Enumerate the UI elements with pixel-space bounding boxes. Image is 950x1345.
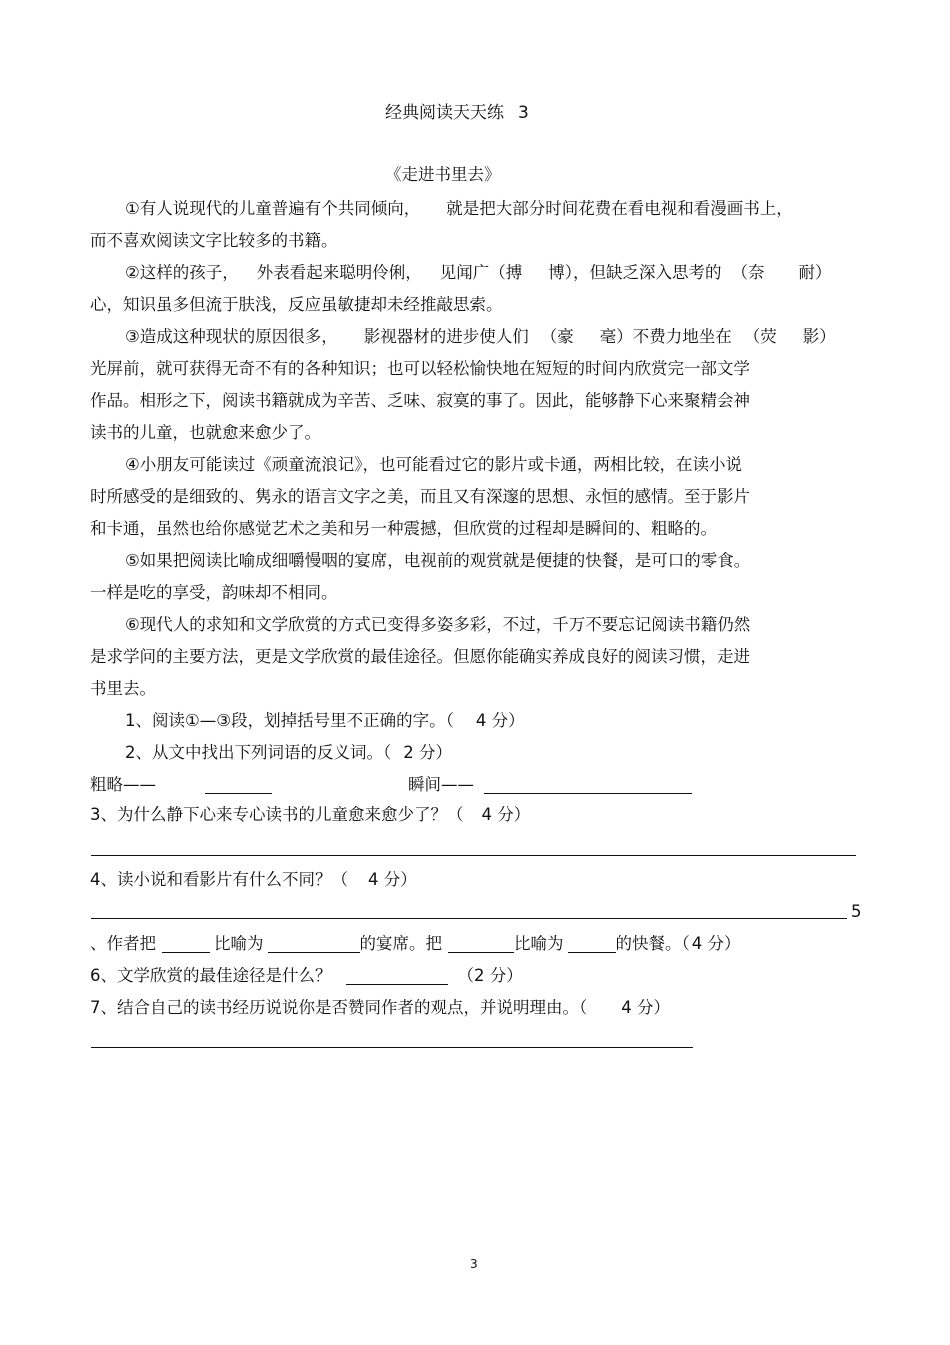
paragraph-6-line-3: 书里去。 [90, 679, 156, 698]
paragraph-3-line-3: 作品。相形之下，阅读书籍就成为辛苦、乏味、寂寞的事了。因此，能够静下心来聚精会神 [90, 391, 750, 410]
question-score: 4 分） [691, 934, 741, 953]
text-span: 耐） [798, 263, 832, 282]
text-span: （奈 [731, 263, 765, 282]
page-title [385, 101, 529, 125]
paragraph-5-line-1: ⑤如果把阅读比喻成细嚼慢咽的宴席，电视前的观赏就是便捷的快餐，是可口的零食。 [125, 551, 751, 570]
text-span: ②这样的孩子， [125, 263, 239, 282]
question-score: 4 分） [368, 870, 417, 889]
text-span: ③造成这种现状的原因很多， [125, 327, 338, 346]
paragraph-6-line-1: ⑥现代人的求知和文学欣赏的方式已变得多姿多彩，不过，千万不要忘记阅读书籍仍然 [125, 615, 751, 634]
text-span: 影视器材的进步使人们 [363, 327, 529, 346]
question-score: 4 分） [481, 805, 531, 824]
text-span: ①有人说现代的儿童普遍有个共同倾向， [125, 199, 421, 218]
question-text: 比喻为 [214, 934, 264, 953]
paragraph-5-line-2: 一样是吃的享受，韵味却不相同。 [90, 583, 338, 602]
question-6 [90, 964, 523, 988]
question-text: 2、从文中找出下列词语的反义词。（ [125, 743, 392, 762]
text-span: 外表看起来聪明伶俐， [256, 263, 422, 282]
paragraph-4-line-3: 和卡通，虽然也给你感觉艺术之美和另一种震撼，但欣赏的过程却是瞬间的、粗略的。 [90, 519, 717, 538]
question-7 [90, 996, 670, 1020]
paragraph-4-line-1: ④小朋友可能读过《顽童流浪记》，也可能看过它的影片或卡通，两相比较，在读小说 [125, 455, 743, 474]
page-number: 3 [470, 1257, 478, 1271]
q7-answer-line[interactable] [91, 1047, 693, 1048]
question-3 [90, 803, 530, 827]
paragraph-3-line-4: 读书的儿童，也就愈来愈少了。 [90, 423, 321, 442]
q4-answer-line[interactable] [91, 918, 847, 919]
text-span: 见闻广（搏 [439, 263, 523, 282]
paragraph-4-line-2: 时所感受的是细致的、隽永的语言文字之美，而且又有深邃的思想、永恒的感情。至于影片 [90, 487, 750, 506]
q5-blank-2[interactable] [268, 934, 360, 953]
question-score: 2 分） [403, 743, 452, 762]
question-text: 1、阅读①—③段，划掉括号里不正确的字。（ [125, 711, 454, 730]
text-span: （豪 [540, 327, 574, 346]
question-2 [125, 741, 452, 765]
question-1 [125, 709, 525, 733]
q5-blank-4[interactable] [568, 934, 616, 953]
question-text: 7、结合自己的读书经历说说你是否赞同作者的观点，并说明理由。（ [90, 998, 588, 1017]
paragraph-6-line-2: 是求学问的主要方法，更是文学欣赏的最佳途径。但愿你能确实养成良好的阅读习惯，走进 [90, 647, 750, 666]
text-span: 毫）不费力地坐在 [599, 327, 732, 346]
question-5 [90, 932, 741, 956]
q2-word-2 [408, 773, 474, 797]
q2-answer-blank-2[interactable] [484, 775, 692, 794]
text-span: 博），但缺乏深入思考的 [548, 263, 722, 282]
question-text: 的宴席。把 [359, 934, 442, 953]
text-span: 就是把大部分时间花费在看电视和看漫画书上， [446, 199, 793, 218]
text-span: 影） [802, 327, 836, 346]
paragraph-3-line-1 [125, 325, 836, 349]
paragraph-2-line-2: 心，知识虽多但流于肤浅，反应虽敏捷却未经推敲思索。 [90, 295, 503, 314]
paragraph-1-line-1 [125, 197, 793, 221]
q2-answer-blank-1[interactable] [205, 775, 272, 794]
question-4 [90, 868, 417, 892]
paragraph-3-line-2: 光屏前，就可获得无奇不有的各种知识；也可以轻松愉快地在短短的时间内欣赏完一部文学 [90, 359, 750, 378]
q3-answer-line[interactable] [91, 855, 856, 856]
text-span: （荧 [743, 327, 777, 346]
q2-word-label: 瞬间—— [408, 775, 474, 794]
question-text: 、作者把 [90, 934, 156, 953]
q5-blank-3[interactable] [448, 934, 514, 953]
paragraph-2-line-1 [125, 261, 832, 285]
q5-blank-1[interactable] [162, 934, 210, 953]
question-text: 3、为什么静下心来专心读书的儿童愈来愈少了？（ [90, 805, 464, 824]
paragraph-1-line-2: 而不喜欢阅读文字比较多的书籍。 [90, 231, 338, 250]
page-title-number: 3 [518, 103, 529, 123]
q6-answer-blank[interactable] [346, 966, 448, 985]
question-text: 6、文学欣赏的最佳途径是什么？ [90, 966, 332, 985]
question-text: 的快餐。（ [615, 934, 690, 953]
question-score: （2 分） [457, 966, 523, 985]
question-score: 4 分） [475, 711, 525, 730]
question-text: 4、读小说和看影片有什么不同？（ [90, 870, 348, 889]
article-title: 《走进书里去》 [385, 165, 501, 184]
q2-word-label: 粗略—— [90, 775, 156, 794]
question-text: 比喻为 [514, 934, 564, 953]
question-score: 4 分） [621, 998, 670, 1017]
page-title-text: 经典阅读天天练 [385, 103, 504, 123]
question-5-number: 5 [851, 902, 862, 921]
q2-word-1 [90, 773, 156, 797]
